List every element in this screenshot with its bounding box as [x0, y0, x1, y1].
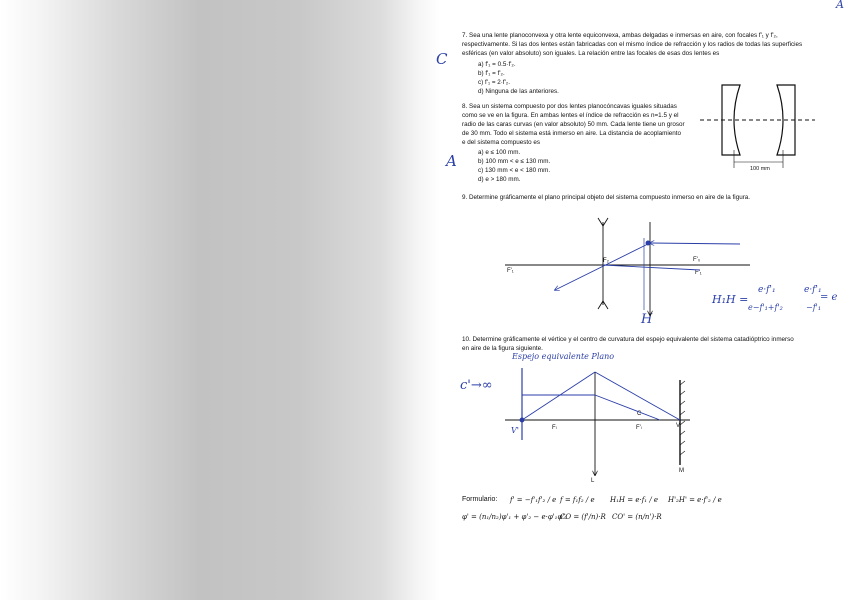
- q7-option-c: c) f'₁ = 2·f'₂.: [478, 79, 510, 86]
- formula-f2: f = f₁f₂ / e: [560, 496, 595, 504]
- formula-f6: CO = (f'/n)·R: [560, 513, 606, 521]
- q8-line: e del sistema compuesto es: [462, 139, 541, 146]
- q9-hand-den: e−f'₁+f'₂: [748, 303, 783, 312]
- q8-line: 8. Sea un sistema compuesto por dos lentes planocóncavas iguales situadas: [462, 103, 677, 110]
- q10-mirror-hatch: [680, 381, 685, 455]
- q10-hand-v: V': [511, 426, 519, 435]
- q8-option-d: d) e > 180 mm.: [478, 176, 521, 183]
- q9-hand-formula: H₁H =: [712, 293, 749, 306]
- q10-label-m: M: [679, 468, 684, 474]
- q8-answer: A: [446, 152, 457, 170]
- q9-hand-num: e·f'₁: [758, 285, 776, 295]
- q9-ray-3: [603, 265, 700, 270]
- q8-option-a: a) e ≤ 100 mm.: [478, 149, 521, 156]
- q10-diagram: [505, 368, 690, 475]
- q9-hand-den2: −f'₁: [806, 303, 822, 312]
- q9-label-fl2: F'₁: [695, 270, 702, 276]
- q9-hand-num2: e·f'₁: [804, 285, 822, 295]
- q10-hand-ray-2: [595, 372, 680, 420]
- q8-line: como se ve en la figura. En ambas lentes el índice de refracción es n=1.5 y el: [462, 112, 679, 119]
- formula-f4: H'₂H' = e·f'₂ / e: [668, 496, 722, 504]
- q9-text: 9. Determine gráficamente el plano principal objeto del sistema compuesto inmerso en aire de la figura.: [462, 194, 751, 201]
- q10-label-fl2: Fₗ: [552, 425, 557, 431]
- q9-label-f1: F'₁: [507, 268, 514, 274]
- q7-option-b: b) f'₁ = f'₂.: [478, 70, 505, 77]
- q8-option-c: c) 130 mm < e < 180 mm.: [478, 167, 551, 174]
- q8-figure-dimension: 100 mm: [750, 166, 770, 172]
- q7-line: esféricas (en valor absoluto) son iguales. La relación entre las focales de esas dos lentes es: [462, 50, 720, 57]
- formula-f7: CO' = (n/n')·R: [612, 513, 662, 521]
- q8-lens-figure: [700, 85, 815, 168]
- q9-hand-result: = e: [820, 292, 838, 303]
- q9-hand-h: H: [641, 312, 653, 327]
- q9-label-f2: F₂: [603, 258, 609, 264]
- q10-label-c: C: [637, 411, 642, 417]
- q10-label-l: L: [591, 478, 595, 484]
- q7-line: respectivamente. Si las dos lentes están fabricadas con el mismo índice de refracción y los radios de todas las superficies: [462, 41, 803, 48]
- q7-answer: C: [436, 50, 448, 68]
- formula-f1: f' = −f'₁f'₂ / e: [510, 496, 557, 504]
- q10-line: 10. Determine gráficamente el vértice y el centro de curvatura del espejo equivalente del sistema catadióptrico inmerso: [462, 336, 794, 343]
- q10-vertex-point: [520, 418, 524, 422]
- q10-label-v: V: [676, 423, 681, 429]
- q10-line: en aire de la figura siguiente.: [462, 345, 543, 352]
- q10-hand-title: Espejo equivalente Plano: [512, 352, 615, 361]
- formula-f3: H₁H = e·f₁ / e: [610, 496, 659, 504]
- q9-ray-hand: [650, 243, 740, 244]
- q10-hand-ray-4: [595, 395, 660, 420]
- q7-option-a: a) f'₁ = 0.5·f'₂.: [478, 61, 516, 68]
- q10-label-fl: F'ₗ: [636, 425, 642, 431]
- formula-label: Formulario:: [462, 496, 498, 503]
- formula-f5: φ' = (n₁/n₂)φ'₁ + φ'₂ − e·φ'₁φ'₂: [462, 513, 568, 521]
- q8-line: de 30 mm. Todo el sistema está inmerso en aire. La distancia de acoplamiento: [462, 130, 681, 137]
- q7-line: 7. Sea una lente planoconvexa y otra lente equiconvexa, ambas delgadas e inmersas en aire, con focales f'₁ y f'₂,: [462, 32, 778, 39]
- q7-option-d: d) Ninguna de las anteriores.: [478, 88, 559, 95]
- corner-mark: A: [836, 0, 844, 11]
- q8-line: radio de las caras curvas (en valor absoluto) 50 mm. Cada lente tiene un grosor: [462, 121, 685, 128]
- q10-hand-ray-1: [522, 372, 595, 420]
- q10-hand-c: c'→∞: [460, 378, 493, 393]
- q8-option-b: b) 100 mm < e ≤ 130 mm.: [478, 158, 551, 165]
- q9-label-fo: F'₀: [693, 257, 701, 263]
- q9-diagram: [505, 218, 750, 315]
